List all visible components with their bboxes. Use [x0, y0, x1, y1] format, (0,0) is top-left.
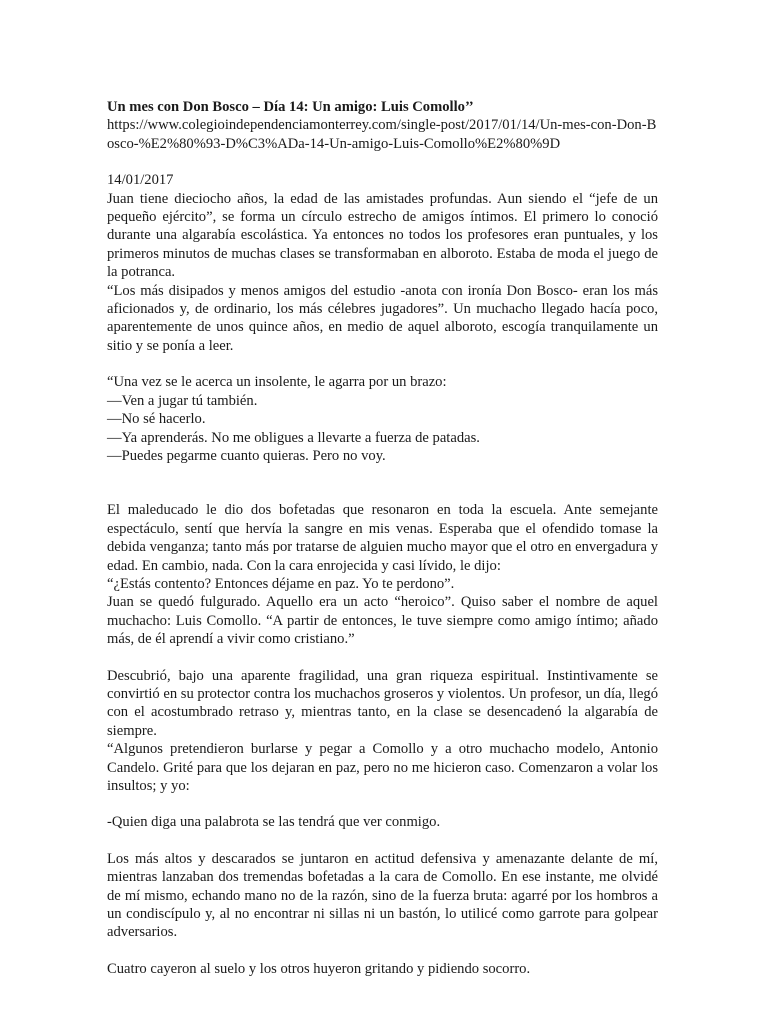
dialogue-line: —No sé hacerlo.: [107, 411, 206, 428]
quote-line: -Quien diga una palabrota se las tendrá que ver conmigo.: [107, 814, 441, 831]
dialogue-line: —Ven a jugar tú también.: [107, 392, 258, 409]
dialogue-intro: “Una vez se le acerca un insolente, le agarra por un brazo:: [107, 374, 447, 391]
source-url: https://www.colegioindependenciamonterrey.com/single-post/2017/01/14/Un-mes-con-Don-Bosco-%E2%80%93-D%C3%ADa-14-Un-amigo-Luis-Comollo%E2%80%9D: [107, 117, 657, 152]
quote-line: “¿Estás contento? Entonces déjame en paz. Yo te perdono”.: [107, 575, 455, 592]
paragraph: “Los más disipados y menos amigos del estudio -anota con ironía Don Bosco- eran los más aficionados y, de ordinario, los más célebres jugadores”. Un muchacho llegado hacía poco, aparentemente de unos quince años, en medio de aquel alboroto, escogía tranquilamente un sitio y se ponía a leer.: [107, 282, 658, 354]
paragraph: Juan tiene dieciocho años, la edad de las amistades profundas. Aun siendo el “jefe de un pequeño ejército”, se forma un círculo estrecho de amigos íntimos. El primero lo conoció durante una algarabía escolástica. Ya entonces no todos los profesores eran puntuales, y los primeros minutos de muchas clases se transformaban en alboroto. Estaba de moda el juego de la potranca.: [107, 190, 658, 281]
paragraph: Juan se quedó fulgurado. Aquello era un acto “heroico”. Quiso saber el nombre de aquel muchacho: Luis Comollo. “A partir de entonces, le tuve siempre como amigo íntimo; añado más, de él aprendí a vivir como cristiano.”: [107, 594, 658, 648]
paragraph: Los más altos y descarados se juntaron en actitud defensiva y amenazante delante de mí, mientras lanzaban dos tremendas bofetadas a la cara de Comollo. En ese instante, me olvidé de mí mismo, echando mano no de la razón, sino de la fuerza bruta: agarré por los hombros a un condiscípulo y, al no encontrar ni sillas ni un bastón, lo utilicé como garrote para golpear adversarios.: [107, 850, 658, 941]
paragraph: Cuatro cayeron al suelo y los otros huyeron gritando y pidiendo socorro.: [107, 960, 531, 977]
document-body: [107, 98, 658, 978]
paragraph: El maleducado le dio dos bofetadas que resonaron en toda la escuela. Ante semejante espectáculo, sentí que hervía la sangre en mis venas. Esperaba que el ofendido tomase la debida venganza; tanto más por tratarse de alguien mucho mayor que el otro en envergadura y edad. En cambio, nada. Con la cara enrojecida y casi lívido, le dijo:: [107, 502, 658, 574]
dialogue-line: —Puedes pegarme cuanto quieras. Pero no voy.: [107, 447, 386, 464]
document-title: Un mes con Don Bosco – Día 14: Un amigo: Luis Comollo’’: [107, 99, 474, 115]
paragraph: “Algunos pretendieron burlarse y pegar a Comollo y a otro muchacho modelo, Antonio Candelo. Grité para que los dejaran en paz, pero no me hicieron caso. Comenzaron a volar los insultos; y yo:: [107, 741, 658, 794]
paragraph: Descubrió, bajo una aparente fragilidad, una gran riqueza espiritual. Instintivamente se convirtió en su protector contra los muchachos groseros y violentos. Un profesor, un día, llegó con el acostumbrado retraso y, mientras tanto, en la clase se desencadenó la algarabía de siempre.: [107, 667, 659, 739]
publication-date: 14/01/2017: [107, 172, 174, 189]
dialogue-line: —Ya aprenderás. No me obligues a llevarte a fuerza de patadas.: [107, 429, 480, 446]
